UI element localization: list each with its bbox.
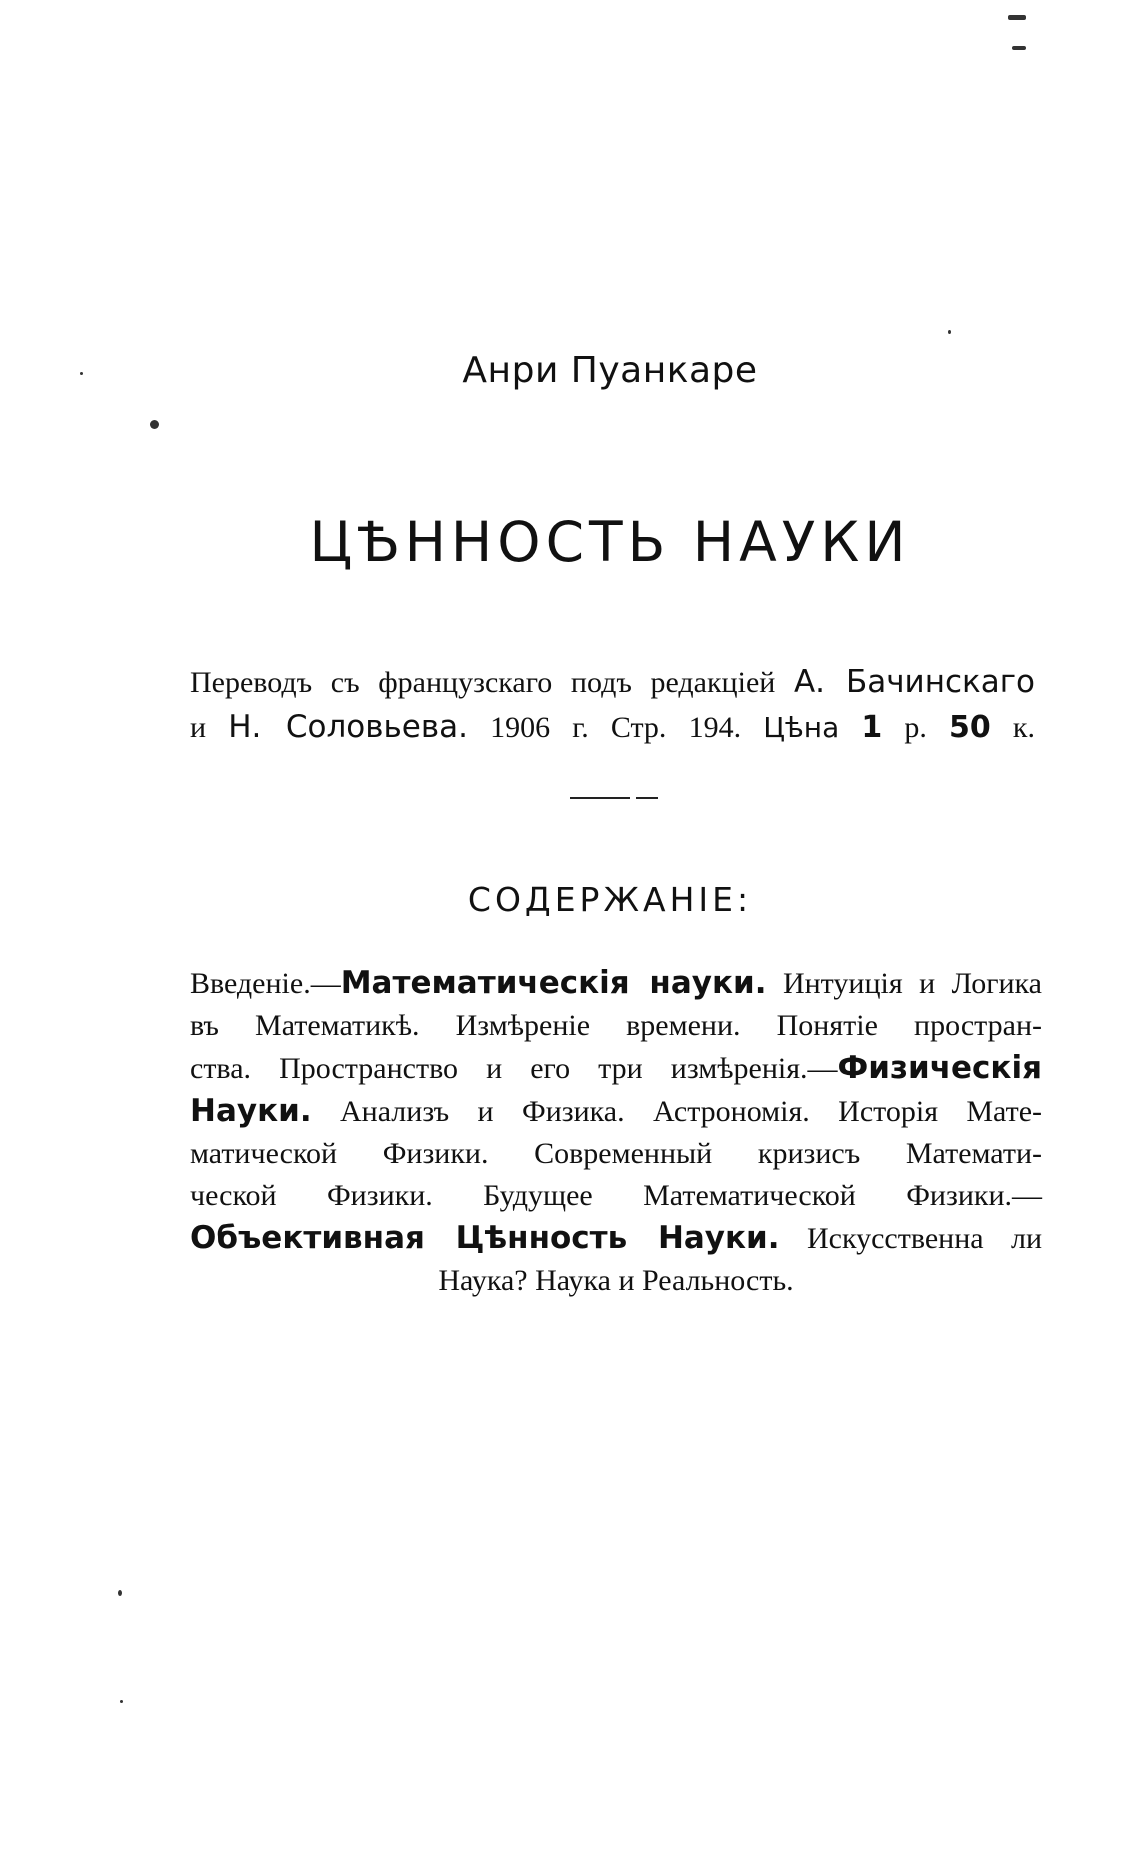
contents-text: Введеніе.— — [190, 967, 341, 1000]
contents-text: Наука? Наука и Реальность. — [438, 1264, 794, 1297]
price-rubles: 1 — [861, 710, 883, 745]
book-title: ЦѢННОСТЬ НАУКИ — [309, 510, 911, 574]
price-label: Цѣна — [763, 711, 840, 744]
contents-section-heading: Объективная Цѣнность Науки. — [190, 1220, 780, 1256]
scan-speck — [118, 1590, 122, 1596]
contents-section-heading: Математическія науки. — [340, 965, 767, 1001]
contents-line — [190, 1217, 1042, 1260]
translation-note: Переводъ съ французскаго подъ редакціей — [190, 666, 776, 699]
contents-line — [190, 1047, 1042, 1090]
publication-year: 1906 г. — [490, 711, 589, 744]
rubles-unit: р. — [904, 711, 927, 744]
contents-section-heading: Физическія — [837, 1050, 1042, 1086]
contents-line — [190, 1005, 1042, 1047]
contents-text: ческой Физики. Будущее Математической Физики.— — [190, 1179, 1042, 1212]
contents-text: матической Физики. Современный кризисъ Математи- — [190, 1137, 1042, 1170]
kopecks-unit: к. — [1012, 711, 1035, 744]
contents-text: въ Математикѣ. Измѣреніе времени. Понятіе простран- — [190, 1009, 1042, 1042]
contents-text: ства. Пространство и его три измѣренія.— — [190, 1052, 838, 1085]
publication-info — [190, 660, 1035, 750]
publication-line-1 — [190, 660, 1035, 705]
scan-speck — [1012, 46, 1026, 50]
editor-1: А. Бачинскаго — [793, 664, 1035, 700]
section-divider — [570, 797, 658, 799]
contents-line — [190, 1133, 1042, 1175]
contents-text: Анализъ и Физика. Астрономія. Исторія Мате- — [340, 1095, 1042, 1128]
contents-section-heading: Науки. — [190, 1093, 312, 1129]
contents-line — [190, 1175, 1042, 1217]
contents-line — [190, 1260, 1042, 1302]
price-kopecks: 50 — [949, 710, 991, 745]
scan-speck — [948, 330, 951, 334]
scan-speck — [80, 372, 83, 375]
contents-line — [190, 1090, 1042, 1133]
table-of-contents — [190, 962, 1042, 1302]
editor-2: Н. Соловьева. — [228, 709, 468, 745]
scan-speck — [1008, 15, 1026, 20]
conjunction: и — [190, 711, 207, 744]
contents-heading: СОДЕРЖАНІЕ: — [467, 880, 753, 919]
scan-speck — [120, 1700, 123, 1703]
contents-text: Искусственна ли — [806, 1222, 1042, 1255]
author-name: Анри Пуанкаре — [462, 350, 758, 391]
contents-text: Интуиція и Логика — [782, 967, 1042, 1000]
contents-line — [190, 962, 1042, 1005]
publication-line-2 — [190, 705, 1035, 750]
page-count: Стр. 194. — [610, 711, 742, 744]
scan-speck — [150, 420, 159, 429]
